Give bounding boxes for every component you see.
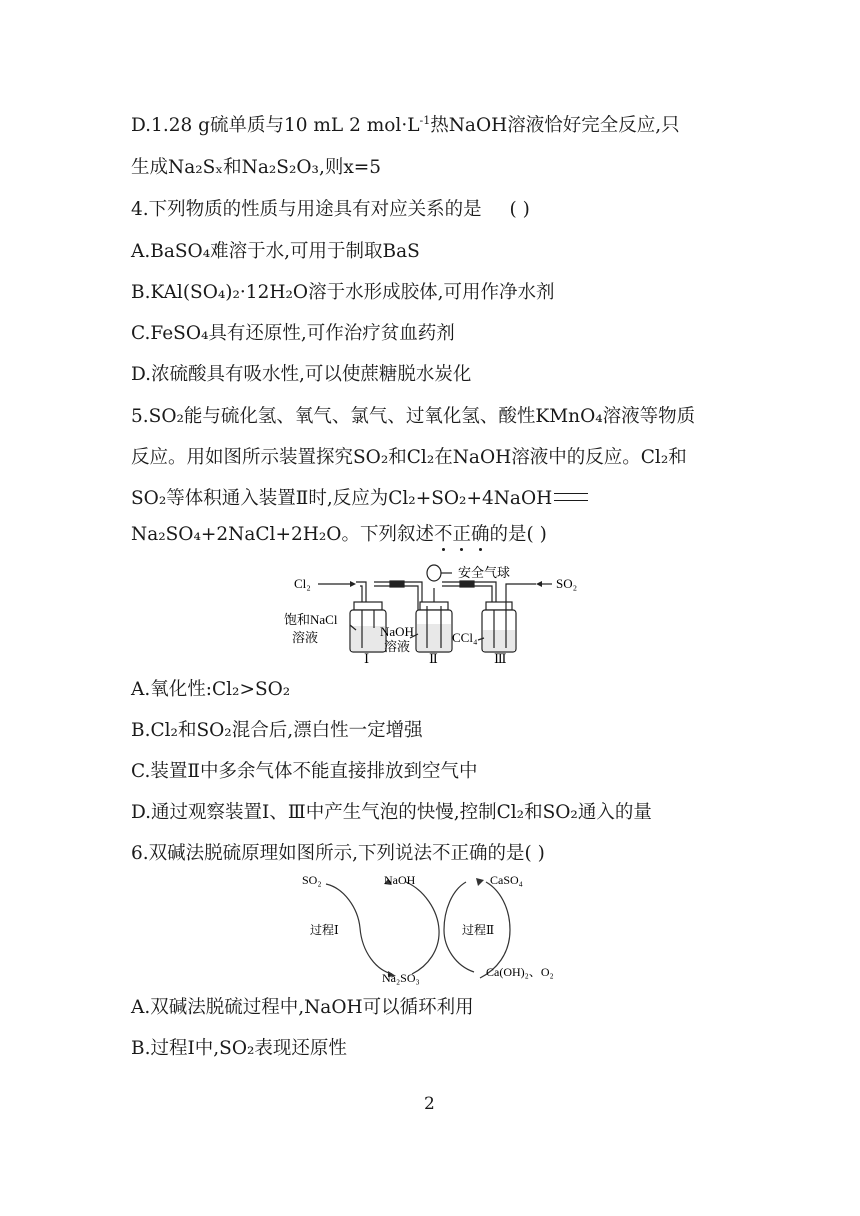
q5-option-b: B.Cl₂和SO₂混合后,漂白性一定增强 [131,720,423,741]
q6-option-a: A.双碱法脱硫过程中,NaOH可以循环利用 [131,997,474,1018]
label-process1: 过程Ⅰ [310,923,339,937]
label-caoh2-o2: Ca(OH)₂、O₂ [486,965,554,979]
label-cl2: Cl₂ [294,576,311,591]
q4-option-b: B.KAl(SO₄)₂·12H₂O溶于水形成胶体,可用作净水剂 [131,282,555,303]
label-na2so3: Na₂SO₃ [382,971,420,985]
label-caso4: CaSO₄ [490,873,523,887]
q6-option-b: B.过程Ⅰ中,SO₂表现还原性 [131,1038,347,1059]
q5-option-c: C.装置Ⅱ中多余气体不能直接排放到空气中 [131,761,478,782]
emphasis-char: 确 [470,524,490,545]
label-naoh-solution: 溶液 [384,639,411,654]
q4-stem: 4.下列物质的性质与用途具有对应关系的是 ( ) [131,199,530,220]
label-ccl4: CCl₄ [452,630,478,645]
q3-option-d: D.1.28 g硫单质与10 mL 2 $mol\cdot L^{-1}$热NaOH溶液恰好完全反应,只 [131,114,680,136]
q4-option-a: A.BaSO₄难溶于水,可用于制取BaS [131,241,420,262]
page-number: 2 [424,1094,435,1114]
label-so2: SO₂ [302,873,322,887]
q5-stem-line1: 5.SO₂能与硫化氢、氧气、氯气、过氧化氢、酸性KMnO₄溶液等物质 [131,406,696,427]
label-nacl-solution: 溶液 [292,630,319,645]
label-device-3: Ⅲ [494,651,507,666]
label-naoh: NaOH [380,624,414,639]
label-nacl: 饱和NaCl [284,612,338,627]
q5-option-d: D.通过观察装置Ⅰ、Ⅲ中产生气泡的快慢,控制Cl₂和SO₂通入的量 [131,802,652,823]
answer-bracket: ( ) [509,199,530,220]
q4-option-d: D.浓硫酸具有吸水性,可以使蔗糖脱水炭化 [131,364,472,385]
process1-arc-up [406,882,439,974]
q5-stem-line2: 反应。用如图所示装置探究SO₂和Cl₂在NaOH溶液中的反应。Cl₂和 [131,447,687,468]
q5-apparatus-figure [284,562,580,666]
equals-sign [554,493,588,501]
q6-stem: 6.双碱法脱硫原理如图所示,下列说法不正确的是( ) [131,843,545,864]
q5-stem-line4: Na₂SO₄+2NaCl+2H₂O。下列叙述不正确的是( ) [131,524,547,545]
q5-option-a: A.氧化性:Cl₂>SO₂ [131,679,291,700]
q5-stem-line3: SO₂等体积通入装置Ⅱ时,反应为Cl₂+SO₂+4NaOH [131,487,588,511]
q3-option-d-line2: 生成Na₂Sₓ和Na₂S₂O₃,则x=5 [131,157,382,178]
q4-option-c: C.FeSO₄具有还原性,可作治疗贫血药剂 [131,323,455,344]
label-balloon: 安全气球 [458,565,511,580]
label-naoh: NaOH [384,873,416,887]
q6-double-alkali-figure [296,868,578,988]
label-so2: SO₂ [556,576,578,591]
safety-balloon [427,565,441,581]
label-device-2: Ⅱ [429,651,438,666]
label-device-1: Ⅰ [364,651,370,666]
emphasis-char: 不 [433,524,453,545]
label-process2: 过程Ⅱ [462,923,495,937]
emphasis-char: 正 [452,524,471,545]
